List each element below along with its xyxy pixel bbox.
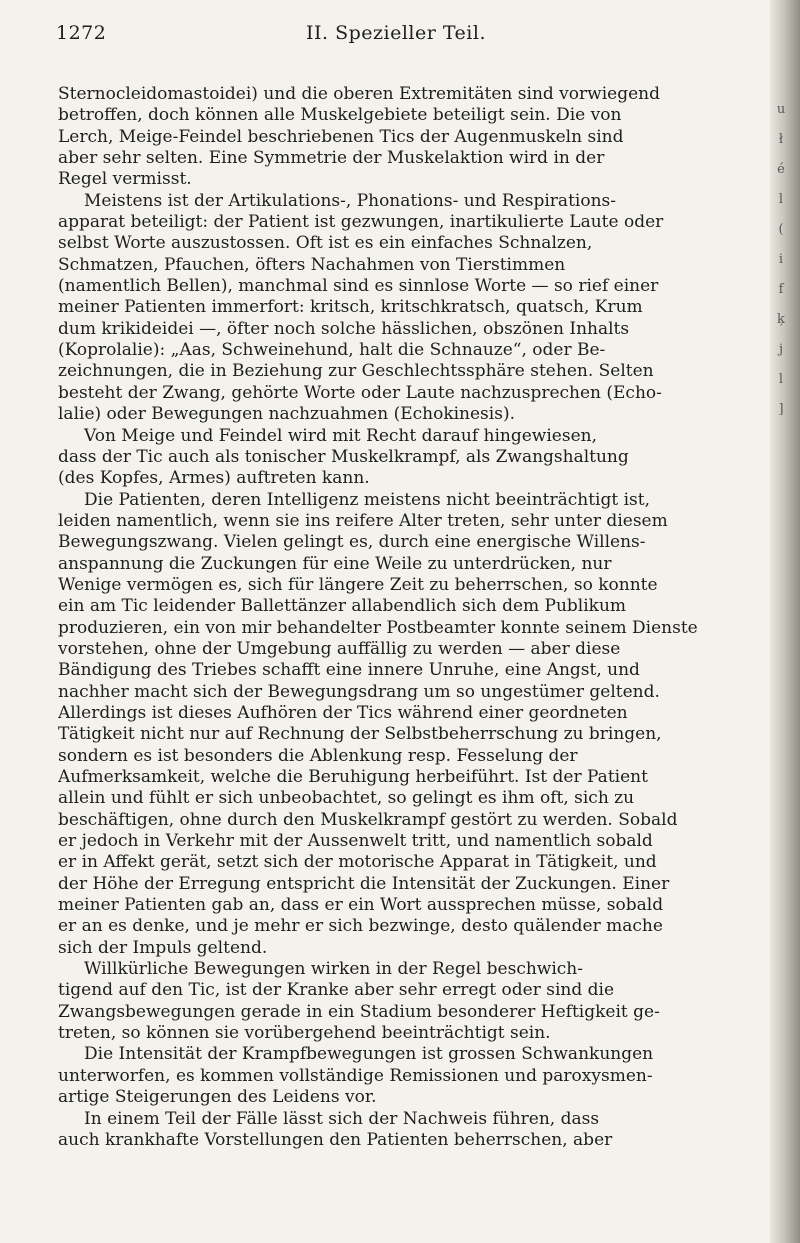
text-line: zeichnungen, die in Beziehung zur Geschlechtssphäre stehen. Selten xyxy=(58,361,654,382)
text-line: er jedoch in Verkehr mit der Aussenwelt tritt, und namentlich sobald xyxy=(58,831,653,852)
text-line: Von Meige und Feindel wird mit Recht darauf hingewiesen, xyxy=(84,425,597,446)
text-line: aber sehr selten. Eine Symmetrie der Muskelaktion wird in der xyxy=(58,148,605,169)
text-line: Tätigkeit nicht nur auf Rechnung der Selbstbeherrschung zu bringen, xyxy=(58,724,662,745)
text-line: dass der Tic auch als tonischer Muskelkrampf, als Zwangshaltung xyxy=(58,446,629,467)
text-line: Aufmerksamkeit, welche die Beruhigung herbeiführt. Ist der Patient xyxy=(58,767,648,787)
text-line: anspannung die Zuckungen für eine Weile zu unterdrücken, nur xyxy=(58,553,612,574)
text-line: artige Steigerungen des Leidens vor. xyxy=(58,1087,377,1108)
body-text xyxy=(58,84,726,1151)
text-line: tigend auf den Tic, ist der Kranke aber sehr erregt oder sind die xyxy=(58,980,615,1001)
text-line: In einem Teil der Fälle lässt sich der Nachweis führen, dass xyxy=(84,1108,600,1129)
text-line: apparat beteiligt: der Patient ist gezwungen, inartikulierte Laute oder xyxy=(58,212,664,233)
text-line: meiner Patienten immerfort: kritsch, kritschkratsch, quatsch, Krum xyxy=(58,297,643,318)
text-line: dum krikideidei —, öfter noch solche hässlichen, obszönen Inhalts xyxy=(58,318,630,339)
running-head: II. Spezieller Teil. xyxy=(306,22,486,44)
text-line: unterworfen, es kommen vollständige Remissionen und paroxysmen- xyxy=(58,1065,653,1086)
page-header xyxy=(56,14,736,50)
text-line: Die Patienten, deren Intelligenz meistens nicht beeinträchtigt ist, xyxy=(84,489,651,510)
text-line: Allerdings ist dieses Aufhören der Tics während einer geordneten xyxy=(58,702,628,723)
text-line: Wenige vermögen es, sich für längere Zeit zu beherrschen, so konnte xyxy=(58,574,658,595)
text-line: Willkürliche Bewegungen wirken in der Regel beschwich- xyxy=(84,959,583,980)
text-line: meiner Patienten gab an, dass er ein Wort aussprechen müsse, sobald xyxy=(58,895,664,916)
text-line: selbst Worte auszustossen. Oft ist es ein einfaches Schnalzen, xyxy=(58,233,593,254)
text-line: lalie) oder Bewegungen nachzuahmen (Echokinesis). xyxy=(58,404,515,425)
text-line: er in Affekt gerät, setzt sich der motorische Apparat in Tätigkeit, und xyxy=(58,852,657,873)
text-line: treten, so können sie vorübergehend beeinträchtigt sein. xyxy=(58,1023,551,1044)
text-line: Schmatzen, Pfauchen, öfters Nachahmen von Tierstimmen xyxy=(58,254,566,275)
text-line: ein am Tic leidender Ballettänzer allabendlich sich dem Publikum xyxy=(58,596,627,617)
adjacent-page-fragments xyxy=(774,95,788,425)
edge-glyph: i xyxy=(778,252,784,267)
page-number: 1272 xyxy=(56,22,107,44)
text-line: auch krankhafte Vorstellungen den Patienten beherrschen, aber xyxy=(58,1129,613,1150)
edge-glyph: j xyxy=(778,342,784,357)
text-line: Meistens ist der Artikulations-, Phonations- und Respirations- xyxy=(84,190,616,211)
text-line: Die Intensität der Krampfbewegungen ist grossen Schwankungen xyxy=(84,1044,654,1065)
edge-glyph: ł xyxy=(778,132,784,147)
edge-glyph: u xyxy=(776,102,786,117)
edge-glyph: ( xyxy=(778,222,784,237)
text-line: betroffen, doch können alle Muskelgebiete beteiligt sein. Die von xyxy=(58,105,622,126)
text-line: sich der Impuls geltend. xyxy=(58,937,268,958)
text-line: er an es denke, und je mehr er sich bezwinge, desto quälender mache xyxy=(58,916,663,937)
edge-glyph: ] xyxy=(778,402,784,417)
text-line: der Höhe der Erregung entspricht die Intensität der Zuckungen. Einer xyxy=(58,873,670,894)
text-line: produzieren, ein von mir behandelter Postbeamter konnte seinem Dienste xyxy=(58,617,698,638)
text-line: allein und fühlt er sich unbeobachtet, so gelingt es ihm oft, sich zu xyxy=(58,788,635,809)
text-line: Sternocleidomastoidei) und die oberen Extremitäten sind vorwiegend xyxy=(58,84,660,104)
text-line: beschäftigen, ohne durch den Muskelkrampf gestört zu werden. Sobald xyxy=(58,809,678,830)
text-line: (des Kopfes, Armes) auftreten kann. xyxy=(58,468,370,489)
text-line: sondern es ist besonders die Ablenkung resp. Fesselung der xyxy=(58,745,578,766)
text-line: (namentlich Bellen), manchmal sind es sinnlose Worte — so rief einer xyxy=(58,276,659,297)
text-line: Bändigung des Triebes schafft eine innere Unruhe, eine Angst, und xyxy=(58,660,640,681)
edge-glyph: l xyxy=(778,192,784,207)
text-line: leiden namentlich, wenn sie ins reifere Alter treten, sehr unter diesem xyxy=(58,510,668,531)
edge-glyph: ķ xyxy=(777,312,785,327)
text-line: (Koprolalie): „Aas, Schweinehund, halt die Schnauze“, oder Be- xyxy=(58,340,606,361)
text-line: vorstehen, ohne der Umgebung auffällig zu werden — aber diese xyxy=(58,638,621,659)
edge-glyph: f xyxy=(778,282,784,297)
text-line: Regel vermisst. xyxy=(58,169,192,190)
text-line: Bewegungszwang. Vielen gelingt es, durch eine energische Willens- xyxy=(58,532,646,553)
text-line: Zwangsbewegungen gerade in ein Stadium besonderer Heftigkeit ge- xyxy=(58,1001,660,1022)
text-line: Lerch, Meige-Feindel beschriebenen Tics der Augenmuskeln sind xyxy=(58,126,624,147)
edge-glyph: l xyxy=(778,372,784,387)
edge-glyph: é xyxy=(777,162,785,177)
text-line: besteht der Zwang, gehörte Worte oder Laute nachzusprechen (Echo- xyxy=(58,382,662,403)
text-line: nachher macht sich der Bewegungsdrang um so ungestümer geltend. xyxy=(58,681,660,702)
